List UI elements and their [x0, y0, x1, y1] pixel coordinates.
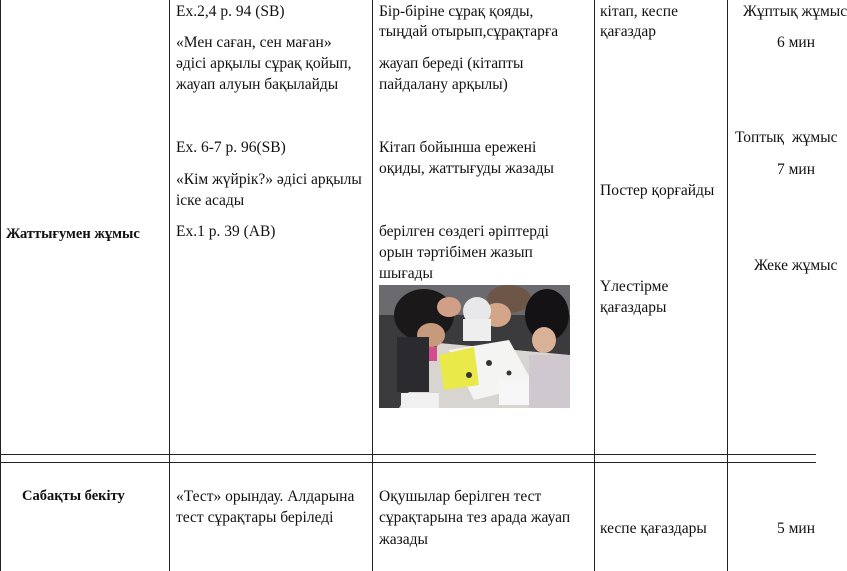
work-mode: Топтық жұмыс	[735, 129, 838, 146]
table-column-divider	[372, 0, 373, 571]
student-activity: жазады	[379, 531, 428, 548]
duration: 6 мин	[777, 34, 816, 51]
student-activity: сұрақтарына тез арада жауап	[379, 509, 571, 526]
work-mode: Жұптық жұмыс	[743, 3, 847, 20]
student-activity: Оқушылар берілген тест	[379, 488, 542, 505]
method-description: «Мен саған, сен маған»	[176, 34, 332, 51]
student-activity: Кітап бойынша ережені	[379, 139, 537, 156]
duration: 7 мин	[777, 161, 816, 178]
table-column-divider	[169, 0, 170, 571]
table-row-divider	[0, 454, 816, 455]
table-row-divider	[0, 462, 816, 463]
student-activity: жауап береді (кітапты	[379, 55, 524, 72]
table-column-divider	[594, 0, 595, 571]
table-border-left	[0, 0, 1, 571]
resource-text: кеспе қағаздары	[600, 520, 707, 537]
student-activity: Бір-біріне сұрақ қояды,	[379, 3, 534, 20]
method-description: іске асады	[176, 192, 245, 209]
section-label: Жаттығумен жұмыс	[6, 226, 140, 242]
table-column-divider	[727, 0, 728, 571]
student-activity: тыңдай отырып,сұрақтарға	[379, 23, 559, 40]
student-activity: шығады	[379, 265, 433, 282]
exercise-reference: Ex.2,4 p. 94 (SB)	[176, 3, 285, 20]
student-activity: берілген сөздегі әріптерді	[379, 223, 549, 240]
exercise-reference: Ex. 6-7 p. 96(SB)	[176, 139, 286, 156]
resource-text: кітап, кеспе	[600, 3, 678, 20]
classroom-photo	[379, 285, 570, 408]
method-description: «Кім жүйрік?» әдісі арқылы	[176, 171, 362, 188]
task-description: тест сұрақтары беріледі	[176, 509, 334, 526]
resource-text: қағаздар	[600, 23, 657, 40]
task-description: «Тест» орындау. Алдарына	[176, 488, 355, 505]
exercise-reference: Ex.1 p. 39 (AB)	[176, 223, 276, 240]
resource-text: Постер қорғайды	[600, 182, 715, 199]
student-activity: орын тәртібімен жазып	[379, 244, 533, 261]
work-mode: Жеке жұмыс	[754, 257, 838, 274]
resource-text: Үлестірме	[600, 278, 669, 295]
method-description: әдісі арқылы сұрақ қойып,	[176, 55, 352, 72]
resource-text: қағаздары	[600, 299, 667, 316]
section-label: Сабақты бекіту	[22, 488, 125, 504]
student-activity: оқиды, жаттығуды жазады	[379, 160, 554, 177]
duration: 5 мин	[777, 520, 816, 537]
student-activity: пайдалану арқылы)	[379, 76, 508, 93]
method-description: жауап алуын бақылайды	[176, 76, 339, 93]
